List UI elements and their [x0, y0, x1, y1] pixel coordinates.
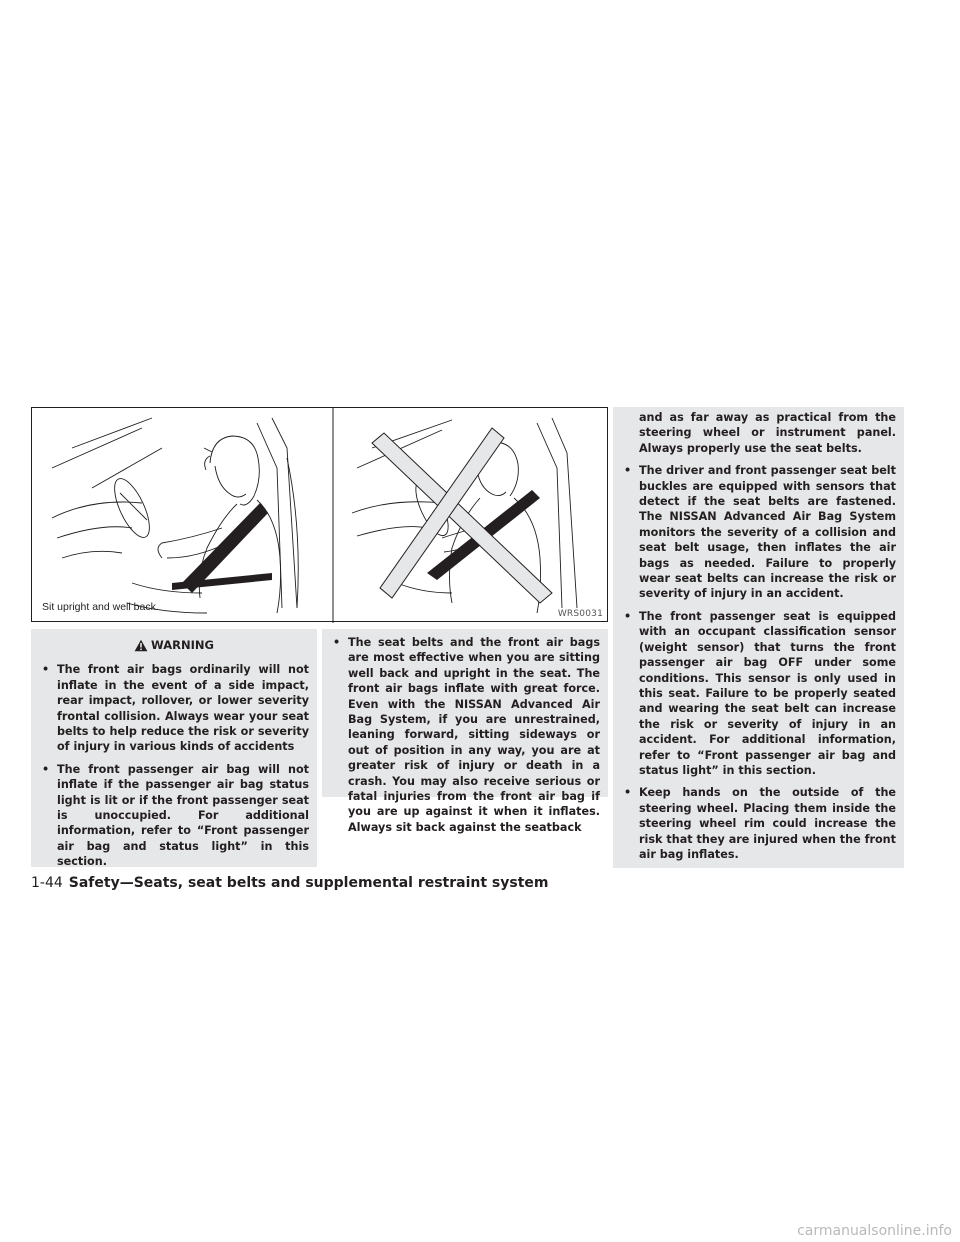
- warning-heading: [39, 638, 309, 653]
- watermark-link[interactable]: carmanualsonline.info: [797, 1223, 952, 1239]
- warning-continuation: and as far away as practical from the steering wheel or instrument panel. Always properly use the seat belts.: [639, 411, 896, 455]
- figure-code: WRS0031: [557, 609, 603, 619]
- warning-box-col2: [322, 629, 608, 834]
- page-number: 1-44: [31, 875, 63, 891]
- warning-item: • The seat belts and the front air bags are most effective when you are sitting well back and upright in the seat. The front air bags inflate with great force. Even with the NISSAN Advanced Air Bag System, if you are unrestrained, leaning forward, sitting sideways or out of position in any way, you are at greater risk of injury or death in a crash. You may also receive serious or fatal injuries from the front air bag if you are up against it when it inflates. Always sit back against the seatback: [330, 635, 600, 835]
- warning-list-col2: [330, 635, 600, 835]
- warning-list-col3: [621, 463, 896, 862]
- warning-item: • The front air bags ordinarily will not inflate in the event of a side impact, rear impact, rollover, or lower severity frontal collision. Always wear your seat belts to help reduce the risk or severity of injury in various kinds of accidents: [39, 662, 309, 754]
- illustration-frame: [31, 407, 608, 622]
- figure-caption: Sit upright and well back.: [42, 601, 159, 613]
- prohibition-x-icon: [372, 428, 552, 603]
- warning-list-col1: [39, 662, 309, 869]
- warning-item: • The driver and front passenger seat belt buckles are equipped with sensors that detect if the seat belts are fastened. The NISSAN Advanced Air Bag System monitors the severity of a collision and seat belt usage, then inflates the air bags as needed. Failure to properly wear seat belts can increase the risk or severity of injury in an accident.: [621, 463, 896, 602]
- seating-illustration: [32, 408, 609, 623]
- section-title: Safety—Seats, seat belts and supplemental restraint system: [68, 875, 549, 891]
- page-footer: [31, 875, 549, 891]
- warning-item: • The front passenger air bag will not inflate if the passenger air bag status light is lit or if the front passenger seat is unoccupied. For additional information, refer to “Front passenger air bag and status light” in this section.: [39, 762, 309, 870]
- warning-item: • The front passenger seat is equipped with an occupant classification sensor (weight sensor) that turns the front passenger air bag OFF under some conditions. This sensor is only used in this seat. Failure to be properly seated and wearing the seat belt can increase the risk or severity of injury in an accident. For additional information, refer to “Front passenger air bag and status light” in this section.: [621, 609, 896, 778]
- warning-box-col3: [613, 407, 904, 868]
- warning-item: • Keep hands on the outside of the steering wheel. Placing them inside the steering wheel rim could increase the risk that they are injured when the front air bag inflates.: [621, 785, 896, 862]
- warning-box-col1: [31, 629, 317, 867]
- warning-triangle-icon: [134, 639, 148, 652]
- warning-heading-text: WARNING: [151, 638, 214, 652]
